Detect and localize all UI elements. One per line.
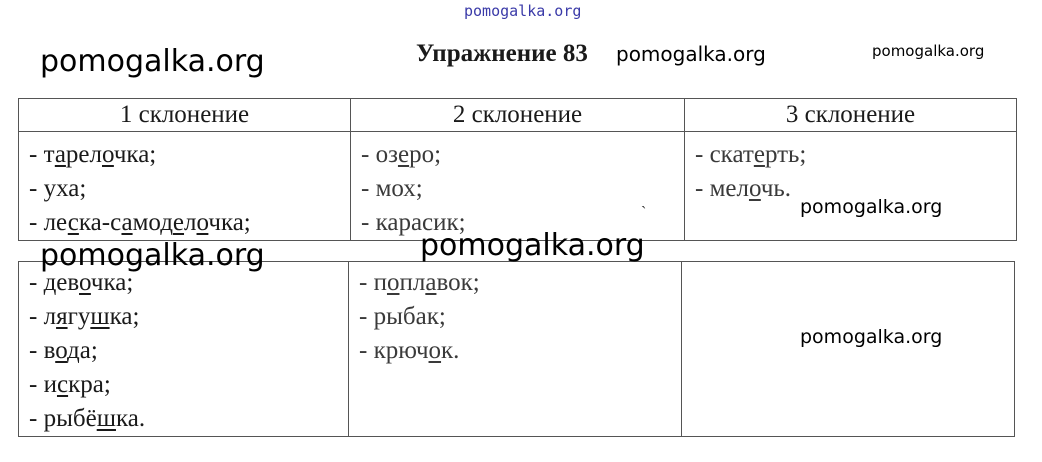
word-entry: - девочка; (29, 269, 134, 296)
word-entry: - уха; (29, 175, 87, 202)
table-header-row (19, 99, 1017, 132)
word-entry: - тарелочка; (29, 141, 157, 168)
cell-declension-1-second (19, 262, 349, 437)
watermark-empty-cell: pomogalka.org (800, 326, 943, 348)
word-entry: - мох; (361, 175, 423, 202)
table-row (19, 132, 1017, 241)
cell-declension-3-second (682, 262, 1015, 437)
word-entry: - крючок. (359, 337, 460, 364)
word-entry: - мелочь. (695, 175, 792, 202)
header-declension-3: 3 склонение (685, 99, 1017, 132)
word-entry: - озеро; (361, 141, 442, 168)
watermark-top: pomogalka.org (464, 2, 582, 20)
cell-declension-3 (685, 132, 1017, 241)
page-title: Упражнение 83 (416, 40, 588, 67)
watermark-large-left: pomogalka.org (40, 44, 265, 79)
watermark-top-right: pomogalka.org (872, 42, 985, 60)
header-declension-2: 2 склонение (351, 99, 685, 132)
word-entry: - искра; (29, 371, 111, 398)
word-entry: - вода; (29, 337, 98, 364)
word-entry: - скатерть; (695, 141, 807, 168)
word-entry: - поплавок; (359, 269, 480, 296)
watermark-large-left-lower: pomogalka.org (40, 238, 265, 273)
word-entry: - рыбак; (359, 303, 446, 330)
word-entry: - леска-самоделочка; (29, 209, 251, 236)
word-entry: - рыбёшка. (29, 405, 146, 432)
declension-table-header (18, 98, 1017, 241)
watermark-title-overlay: pomogalka.org (616, 42, 766, 66)
table-row (19, 262, 1015, 437)
watermark-large-center: pomogalka.org (420, 228, 645, 263)
declension-table-second (18, 261, 1015, 437)
word-entry: - карасик; (361, 209, 466, 236)
word-entry: - лягушка; (29, 303, 140, 330)
stray-mark: ` (641, 204, 647, 221)
cell-declension-2 (351, 132, 685, 241)
header-declension-1: 1 склонение (19, 99, 351, 132)
cell-declension-1 (19, 132, 351, 241)
watermark-cell-right: pomogalka.org (800, 196, 943, 218)
cell-declension-2-second (349, 262, 682, 437)
